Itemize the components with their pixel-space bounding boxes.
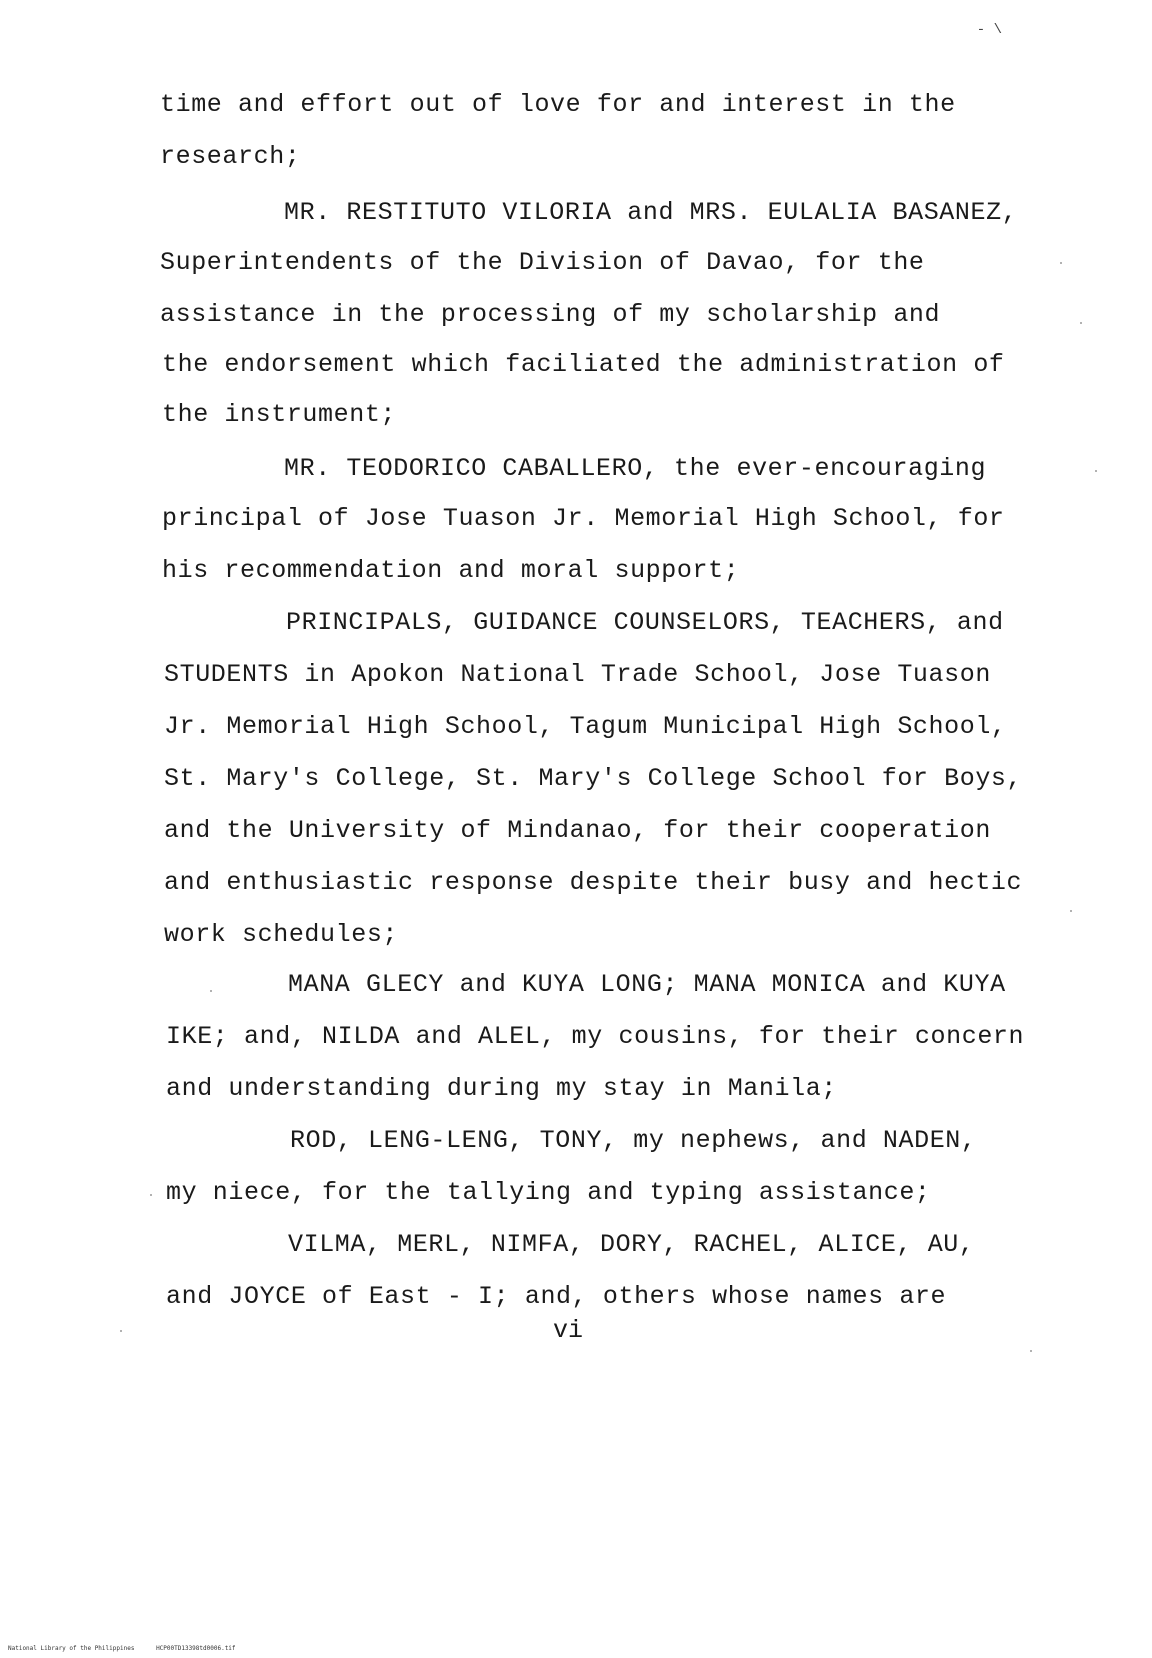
text-line: assistance in the processing of my scholarship and <box>160 300 941 329</box>
text-line: VILMA, MERL, NIMFA, DORY, RACHEL, ALICE, AU, <box>288 1230 975 1259</box>
text-line: work schedules; <box>164 920 399 949</box>
scan-speck <box>120 1330 122 1332</box>
text-line: the instrument; <box>162 400 397 429</box>
scan-speck <box>210 990 212 992</box>
text-line: IKE; and, NILDA and ALEL, my cousins, for their concern <box>166 1022 1025 1051</box>
text-line: his recommendation and moral support; <box>162 556 740 585</box>
footer-library: National Library of the Philippines <box>8 1645 135 1652</box>
scan-speck <box>1095 470 1097 472</box>
text-line: my niece, for the tallying and typing assistance; <box>166 1178 931 1207</box>
text-line: St. Mary's College, St. Mary's College School for Boys, <box>164 764 1023 793</box>
text-line: MR. RESTITUTO VILORIA and MRS. EULALIA BASANEZ, <box>284 198 1018 227</box>
text-line: STUDENTS in Apokon National Trade School, Jose Tuason <box>164 660 991 689</box>
text-line: and the University of Mindanao, for their cooperation <box>164 816 991 845</box>
text-line: Jr. Memorial High School, Tagum Municipal High School, <box>164 712 1007 741</box>
text-line: ROD, LENG-LENG, TONY, my nephews, and NADEN, <box>290 1126 977 1155</box>
text-line: research; <box>160 142 301 171</box>
text-line: PRINCIPALS, GUIDANCE COUNSELORS, TEACHERS, and <box>286 608 1004 637</box>
scan-speck <box>150 1194 152 1196</box>
scan-speck <box>1080 322 1082 324</box>
scan-footer <box>8 1645 254 1652</box>
corner-mark: - \ <box>976 22 1002 38</box>
scan-speck <box>1030 1350 1032 1352</box>
text-line: Superintendents of the Division of Davao, for the <box>160 248 925 277</box>
text-line: the endorsement which faciliated the administration of <box>162 350 1005 379</box>
scan-speck <box>1060 262 1062 264</box>
text-line: principal of Jose Tuason Jr. Memorial High School, for <box>162 504 1005 533</box>
text-line: and understanding during my stay in Manila; <box>166 1074 837 1103</box>
text-line: and enthusiastic response despite their busy and hectic <box>164 868 1023 897</box>
footer-file-id: HCP00TD13398td0006.tif <box>156 1645 236 1652</box>
text-line: and JOYCE of East - I; and, others whose names are <box>166 1282 947 1311</box>
page-number: vi <box>553 1316 584 1345</box>
scan-speck <box>1070 910 1072 912</box>
text-line: MANA GLECY and KUYA LONG; MANA MONICA and KUYA <box>288 970 1006 999</box>
text-line: time and effort out of love for and interest in the <box>160 90 956 119</box>
text-line: MR. TEODORICO CABALLERO, the ever-encouraging <box>284 454 987 483</box>
